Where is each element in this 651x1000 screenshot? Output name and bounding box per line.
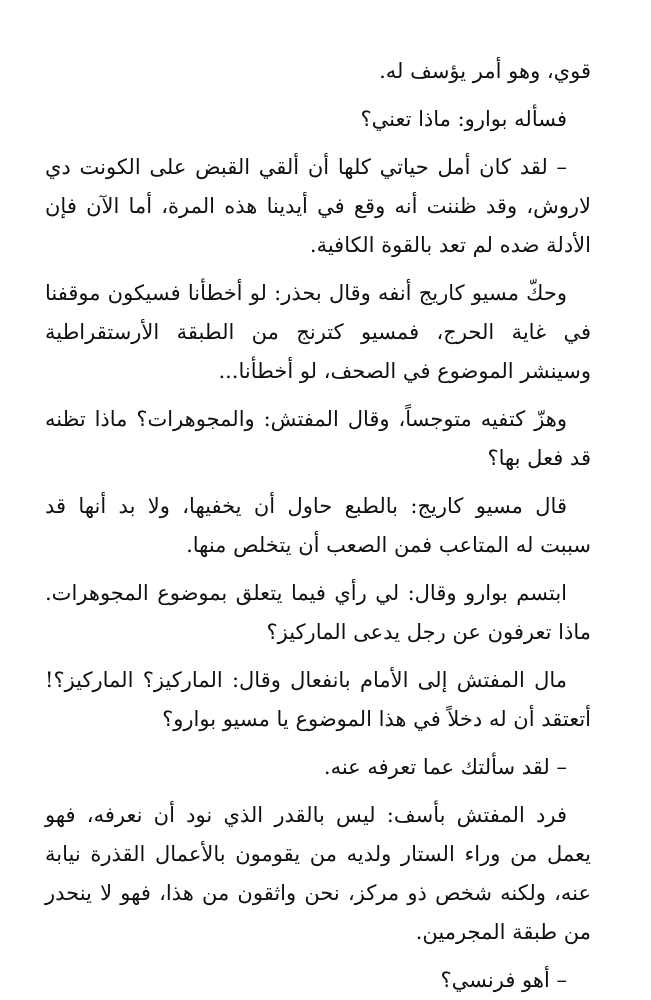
paragraph-6: قال مسيو كاريج: بالطبع حاول أن يخفيها، ولا بد أنها قد سببت له المتاعب فمن الصعب أن يتخلص منها.	[45, 494, 591, 557]
paragraph-5: وهزّ كتفيه متوجساً، وقال المفتش: والمجوهرات؟ ماذا تظنه قد فعل بها؟	[45, 407, 591, 470]
paragraph-4: وحكّ مسيو كاريج أنفه وقال بحذر: لو أخطأنا فسيكون موقفنا في غاية الحرج، فمسيو كترنج من الطبقة الأرستقراطية وسينشر الموضوع في الصحف، لو أخطأنا...	[45, 281, 591, 383]
paragraph-11: – أهو فرنسي؟	[440, 968, 567, 992]
paragraph-3: – لقد كان أمل حياتي كلها أن ألقي القبض على الكونت دي لاروش، وقد ظننت أنه وقع في أيدينا هذه المرة، أما الآن فإن الأدلة ضده لم تعد بالقوة الكافية.	[45, 155, 591, 257]
paragraph-2: فسأله بوارو: ماذا تعني؟	[360, 107, 567, 131]
paragraph-10: فرد المفتش بأسف: ليس بالقدر الذي نود أن نعرفه، فهو يعمل من وراء الستار ولديه من يقومون بالأعمال القذرة نيابة عنه، ولكنه شخص ذو مركز، نحن واثقون من هذا، فهو لا ينحدر من طبقة المجرمين.	[45, 803, 591, 944]
paragraph-8: مال المفتش إلى الأمام بانفعال وقال: الماركيز؟ الماركيز؟! أتعتقد أن له دخلاً في هذا الموضوع يا مسيو بوارو؟	[45, 668, 591, 731]
paragraph-9: – لقد سألتك عما تعرفه عنه.	[323, 755, 567, 779]
paragraph-7: ابتسم بوارو وقال: لي رأي فيما يتعلق بموضوع المجوهرات. ماذا تعرفون عن رجل يدعى الماركيز؟	[45, 581, 591, 644]
paragraph-1: قوي، وهو أمر يؤسف له.	[379, 59, 591, 83]
